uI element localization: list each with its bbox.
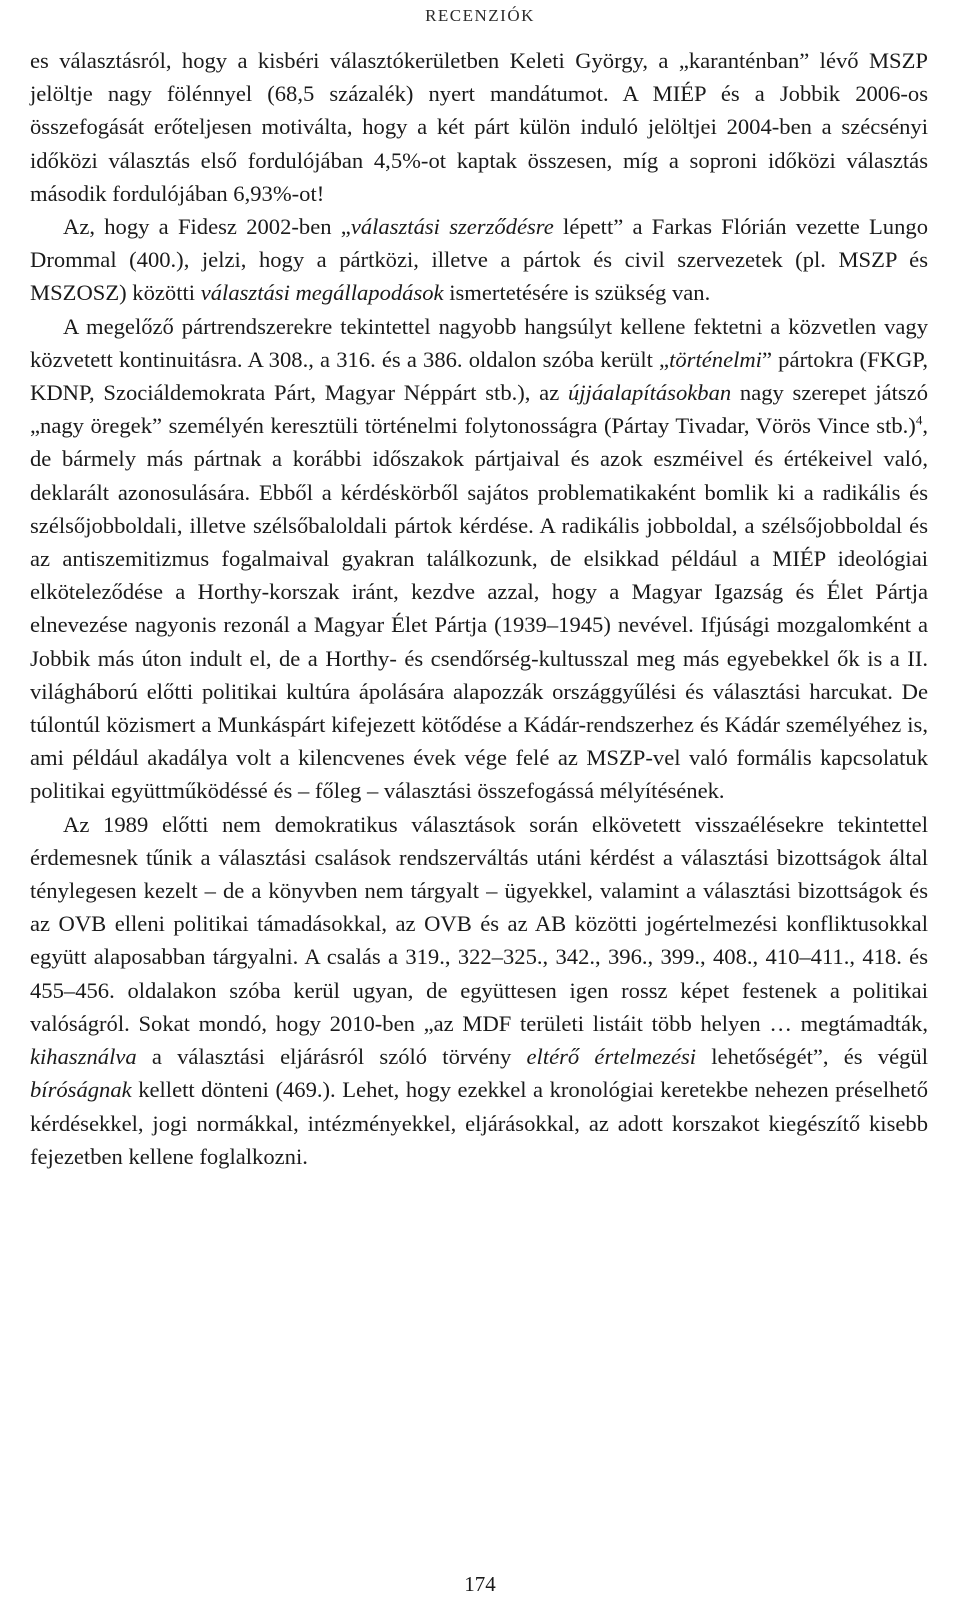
emphasis-text: újjáalapításokban — [567, 380, 732, 406]
emphasis-text: történelmi — [669, 346, 762, 372]
paragraph — [30, 210, 928, 310]
text-run: Az 1989 előtti nem demokratikus választások során elkövetett visszaélésekre tekintettel érdemesnek tűnik a választási csalások rendszerváltás utáni kérdést a választási bizottságok által ténylegesen kezelt – de a könyvben nem tárgyalt – ügyekkel, valamint a választási bizottságok és az OVB elleni politikai támadásokkal, az OVB és az AB közötti jogértelmezési konfliktusokkal együtt alaposabban tárgyalni. A csalás a 319., 322–325., 342., 396., 399., 408., 410–411., 418. és 455–456. oldalakon szóba kerül ugyan, de együttesen igen rossz képet festenek a politikai valóságról. Sokat mondó, hogy 2010-ben „az MDF területi listáit több helyen … megtámadták, — [30, 811, 928, 1036]
text-run: ” pártokra (FKGP, KDNP, Szociáldemokrata Párt, Magyar Néppárt stb.), az — [30, 346, 928, 406]
footnote-marker: 4 — [915, 412, 923, 428]
text-run: lehetőségét”, és végül — [696, 1044, 928, 1070]
text-run: a választási eljárásról szóló törvény — [136, 1044, 527, 1070]
text-run: es választásról, hogy a kisbéri választókerületben Keleti György, a „karanténban” lévő MSZP jelöltje nagy fölénnyel (68,5 százalék) nyert mandátumot. A MIÉP és a Jobbik 2006-os összefogását erőteljesen motiválta, hogy a két párt külön induló jelöltjei 2004-ben a szécsényi időközi választás első fordulójában 4,5%-ot kaptak összesen, míg a soproni időközi választás második fordulójában 6,93%-ot! — [30, 48, 928, 206]
page-number: 174 — [464, 1572, 496, 1596]
paragraph — [30, 44, 928, 210]
emphasis-text: választási szerződésre — [350, 214, 554, 240]
text-run: lépett” a Farkas Flórián vezette Lungo Drommal (400.), jelzi, hogy a pártközi, illetve a pártok és civil szervezetek (pl. MSZP és MSZOSZ) közötti — [30, 214, 928, 306]
text-run: ismertetésére is szükség van. — [443, 280, 711, 306]
emphasis-text: választási megállapodások — [200, 280, 444, 306]
emphasis-text: eltérő értelmezési — [526, 1044, 697, 1070]
running-header: RECENZIÓK — [425, 6, 535, 25]
text-run: A megelőző pártrendszerekre tekintettel nagyobb hangsúlyt kellene fektetni a közvetlen vagy közvetett kontinuitásra. A 308., a 316. és a 386. oldalon szóba került „ — [30, 313, 928, 372]
text-run: , de bármely más pártnak a korábbi időszakok pártjaival és azok eszméivel és értékeivel való, deklarált azonosulására. Ebből a kérdéskörből sajátos problematikaként bomlik ki a radikális és szélsőjobboldali, illetve szélsőbaloldali pártok kérdése. A radikális jobboldal, a szélsőjobboldal és az antiszemitizmus fogalmaival gyakran találkozunk, de elsikkad például a MIÉP ideológiai elköteleződése a Horthy-korszak iránt, kezdve azzal, hogy a Magyar Igazság és Élet Pártja elnevezése nagyonis rezonál a Magyar Élet Pártja (1939–1945) nevével. Ifjúsági mozgalomként a Jobbik más úton indult el, de a Horthy- és csendőrség-kultusszal meg más egyebekkel ők is a II. világháború előtti politikai kultúra ápolására alapozzák országgyűlési és választási harcukat. De túlontúl közismert a Munkáspárt kifejezett kötődése a Kádár-rendszerhez és Kádár személyéhez is, ami például akadálya volt a kilencvenes évek vége felé az MSZP-vel való formális kapcsolatuk politikai együttműködéssé és – főleg – választási összefogássá mélyítésének. — [30, 413, 928, 804]
article-body — [30, 44, 928, 1173]
text-run: kellett dönteni (469.). Lehet, hogy ezekkel a kronológiai keretekbe nehezen préselhető kérdésekkel, jogi normákkal, intézményekkel, eljárásokkal, az adott korszakot kiegészítő kisebb fejezetben kellene foglalkozni. — [30, 1077, 928, 1169]
paragraph — [30, 808, 928, 1173]
text-run: nagy szerepet játszó „nagy öregek” személyén keresztüli történelmi folytonosságra (Pártay Tivadar, Vörös Vince stb.) — [30, 380, 928, 439]
text-run: Az, hogy a Fidesz 2002-ben „ — [63, 214, 351, 240]
emphasis-text: bíróságnak — [30, 1077, 132, 1103]
paragraph — [30, 310, 928, 808]
emphasis-text: kihasználva — [30, 1044, 137, 1070]
